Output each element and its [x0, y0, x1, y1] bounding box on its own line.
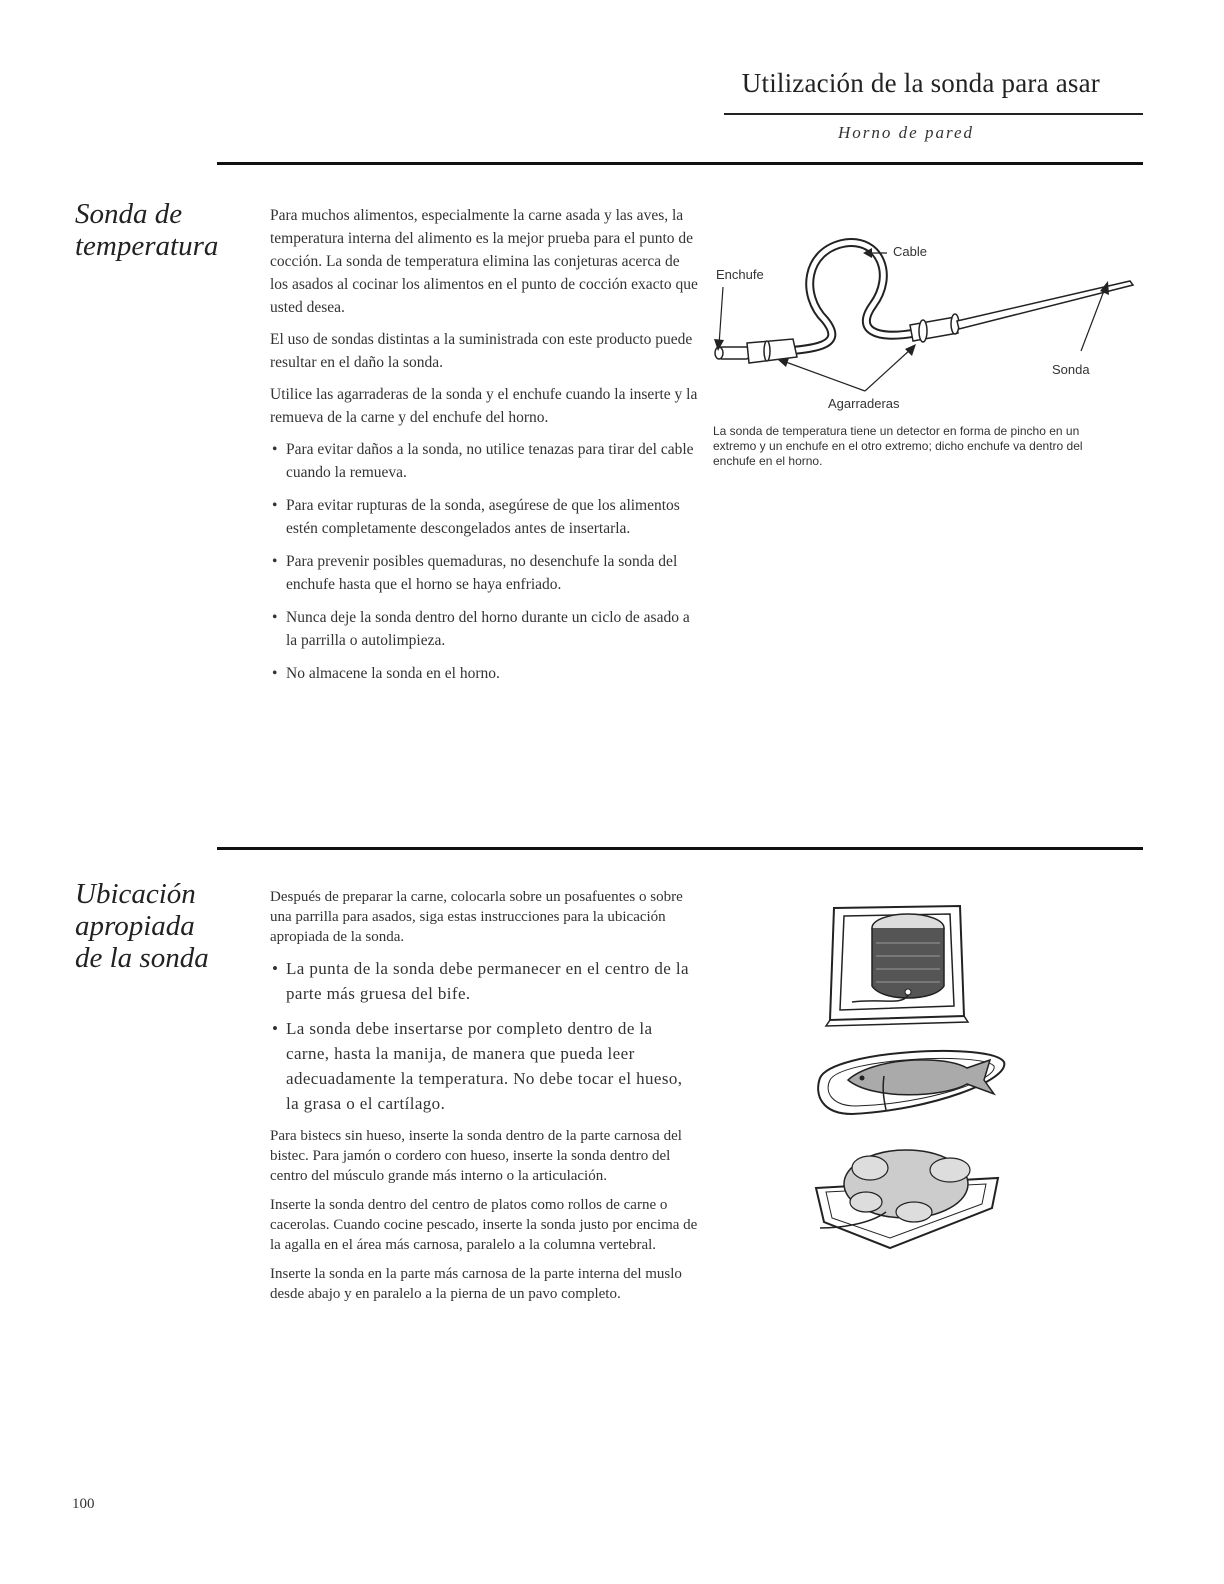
- section2-paragraph: Para bistecs sin hueso, inserte la sonda dentro de la parte carnosa del bistec. Para jamón o cordero con hueso, inserte la sonda dentro del centro del músculo grande más interno o la articulación.: [270, 1128, 682, 1184]
- roast-pan-illustration: [822, 898, 972, 1033]
- fish-platter-illustration: [812, 1040, 1012, 1120]
- section2-intro: Después de preparar la carne, colocarla sobre un posafuentes o sobre una parrilla para asados, siga estas instrucciones para la ubicación apropiada de la sonda.: [270, 889, 683, 945]
- section1-paragraph: Utilice las agarraderas de la sonda y el enchufe cuando la inserte y la remueva de la carne y del enchufe del horno.: [270, 386, 698, 426]
- list-item: • La punta de la sonda debe permanecer en el centro de la parte más gruesa del bife.: [270, 956, 700, 1006]
- figure-caption: La sonda de temperatura tiene un detector en forma de pincho en un extremo y un enchufe en el otro extremo; dicho enchufe va dentro del enchufe en el horno.: [713, 424, 1083, 468]
- list-item: • La sonda debe insertarse por completo dentro de la carne, hasta la manija, de manera que pueda leer adecuadamente la temperatura. No debe tocar el hueso, la grasa o el cartílago.: [270, 1016, 700, 1116]
- section1-paragraph: Para muchos alimentos, especialmente la carne asada y las aves, la temperatura interna del alimento es la mejor prueba para el punto de cocción. La sonda de temperatura elimina las conjeturas acerca de los asados al cocinar los alimentos en el punto de cocción exacto que usted desea.: [270, 207, 698, 316]
- section-divider-top: [217, 162, 1143, 165]
- title-underline: [724, 113, 1143, 115]
- section2-body: [270, 887, 700, 1313]
- label-plug: Enchufe: [716, 267, 764, 282]
- page-title: Utilización de la sonda para asar: [741, 68, 1100, 98]
- label-handles: Agarraderas: [828, 396, 900, 411]
- list-item: • Nunca deje la sonda dentro del horno durante un ciclo de asado a la parrilla o autolimpieza.: [270, 606, 700, 652]
- section1-paragraph: El uso de sondas distintas a la suministrada con este producto puede resultar en el daño la sonda.: [270, 331, 693, 371]
- list-item: • Para evitar daños a la sonda, no utilice tenazas para tirar del cable cuando la remueva.: [270, 438, 700, 484]
- label-probe: Sonda: [1052, 362, 1090, 377]
- page-subtitle: Horno de pared: [838, 123, 974, 142]
- label-cable: Cable: [893, 244, 927, 259]
- list-item: • No almacene la sonda en el horno.: [270, 662, 700, 685]
- section2-paragraph: Inserte la sonda dentro del centro de platos como rollos de carne o cacerolas. Cuando cocine pescado, inserte la sonda justo por encima de la agalla en el área más carnosa, paralelo a la columna vertebral.: [270, 1197, 698, 1253]
- section1-body: [270, 204, 700, 695]
- turkey-illustration: [810, 1132, 1005, 1252]
- list-item: • Para prevenir posibles quemaduras, no desenchufe la sonda del enchufe hasta que el horno se haya enfriado.: [270, 550, 700, 596]
- list-item: • Para evitar rupturas de la sonda, asegúrese de que los alimentos estén completamente descongelados antes de insertarla.: [270, 494, 700, 540]
- section-divider-middle: [217, 847, 1143, 850]
- section1-heading: Sonda de temperatura: [75, 198, 219, 262]
- section1-bullet-list: [270, 438, 700, 685]
- section2-heading: Ubicación apropiada de la sonda: [75, 878, 209, 974]
- page-number: 100: [72, 1496, 95, 1512]
- section2-paragraph: Inserte la sonda en la parte más carnosa de la parte interna del muslo desde abajo y en paralelo a la pierna de un pavo completo.: [270, 1266, 682, 1302]
- section2-bullet-list: [270, 956, 700, 1116]
